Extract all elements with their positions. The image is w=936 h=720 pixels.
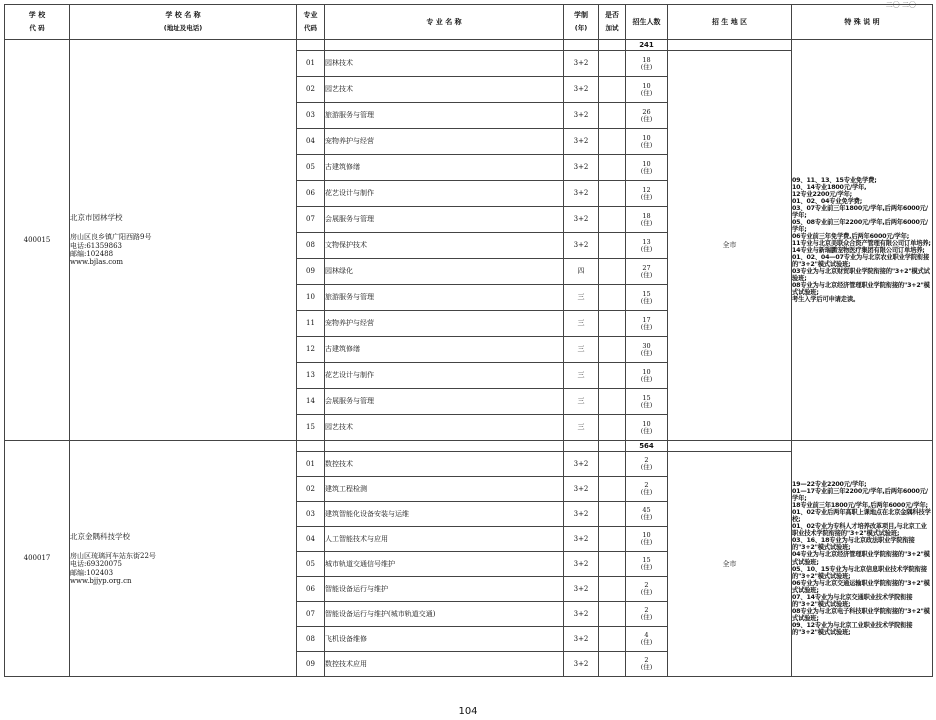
school-info [70,40,297,441]
school-info [70,441,297,677]
major-code: 13 [297,363,325,389]
major-duration: 3+2 [564,527,599,552]
major-name: 旅游服务与管理 [325,103,564,129]
major-count: 45 (住) [626,502,668,527]
major-count: 2 (住) [626,577,668,602]
empty-cell [668,40,792,51]
major-code: 02 [297,77,325,103]
major-name: 数控技术 [325,452,564,477]
extra-test-cell [599,389,626,415]
school-code: 400017 [5,441,70,677]
school-postcode: 邮编:102403 [70,568,114,577]
major-duration: 3+2 [564,477,599,502]
major-count: 30 (住) [626,337,668,363]
major-name: 园艺技术 [325,77,564,103]
major-count: 2 (住) [626,477,668,502]
major-duration: 3+2 [564,552,599,577]
header-region: 招 生 地 区 [668,5,792,40]
major-count: 18 (住) [626,51,668,77]
empty-cell [599,441,626,452]
extra-test-cell [599,51,626,77]
extra-test-cell [599,285,626,311]
extra-test-cell [599,337,626,363]
extra-test-cell [599,311,626,337]
extra-test-cell [599,452,626,477]
extra-test-cell [599,363,626,389]
major-name: 文物保护技术 [325,233,564,259]
major-code: 03 [297,103,325,129]
school-name: 北京市园林学校 [70,213,123,223]
major-code: 04 [297,527,325,552]
major-name: 会展服务与管理 [325,207,564,233]
school-summary-row [5,441,933,452]
major-name: 古建筑修缮 [325,337,564,363]
major-name: 建筑工程检测 [325,477,564,502]
major-count: 26 (住) [626,103,668,129]
major-code: 08 [297,233,325,259]
extra-test-cell [599,577,626,602]
major-count: 27 (住) [626,259,668,285]
major-name: 建筑智能化设备安装与运维 [325,502,564,527]
extra-test-cell [599,652,626,677]
header-school-name: 学 校 名 称 (地址及电话) [70,5,297,40]
major-count: 10 (住) [626,77,668,103]
school-summary-row [5,40,933,51]
header-extra-test: 是否 加试 [599,5,626,40]
major-duration: 三 [564,389,599,415]
major-count: 2 (住) [626,602,668,627]
major-duration: 三 [564,415,599,441]
major-duration: 3+2 [564,577,599,602]
major-count: 4 (住) [626,627,668,652]
corner-mark: 二〇 二〇 [885,1,916,9]
header-school-code: 学 校 代 码 [5,5,70,40]
major-name: 园艺技术 [325,415,564,441]
extra-test-cell [599,77,626,103]
major-count: 10 (住) [626,155,668,181]
extra-test-cell [599,602,626,627]
extra-test-cell [599,477,626,502]
major-code: 15 [297,415,325,441]
major-duration: 四 [564,259,599,285]
major-name: 飞机设备维修 [325,627,564,652]
major-duration: 三 [564,337,599,363]
major-duration: 3+2 [564,652,599,677]
school-region: 全市 [668,452,792,677]
major-count: 18 (住) [626,207,668,233]
major-duration: 3+2 [564,452,599,477]
extra-test-cell [599,527,626,552]
extra-test-cell [599,259,626,285]
major-duration: 3+2 [564,502,599,527]
major-code: 12 [297,337,325,363]
major-name: 宠物养护与经营 [325,311,564,337]
major-code: 01 [297,51,325,77]
extra-test-cell [599,155,626,181]
school-total: 564 [626,441,668,452]
school-website: www.bjjyp.org.cn [70,576,132,585]
major-count: 17 (住) [626,311,668,337]
major-code: 06 [297,181,325,207]
empty-cell [564,441,599,452]
major-code: 05 [297,552,325,577]
major-duration: 3+2 [564,103,599,129]
header-duration: 学制 (年) [564,5,599,40]
major-code: 05 [297,155,325,181]
major-name: 园林绿化 [325,259,564,285]
major-code: 11 [297,311,325,337]
major-code: 14 [297,389,325,415]
major-duration: 三 [564,285,599,311]
major-duration: 三 [564,311,599,337]
extra-test-cell [599,103,626,129]
school-postcode: 邮编:102488 [70,250,114,258]
extra-test-cell [599,502,626,527]
school-region: 全市 [668,51,792,441]
major-duration: 3+2 [564,181,599,207]
enrollment-table [4,4,933,677]
major-count: 10 (住) [626,527,668,552]
major-duration: 3+2 [564,627,599,652]
major-code: 02 [297,477,325,502]
major-name: 古建筑修缮 [325,155,564,181]
school-notes: 09、11、13、15专业免学费; 10、14专业1800元/学年, 12专业2200元/学年; 01、02、04专业免学费; 03、07专业前三年1800元/学年,后两年6000元/学年; 05、08专业前三年2200元/学年,后两年6000元/学年; 06专业前三年免学费,后两年6000元/学年; 11专业与北京美联众合资产管理有限公司订单培养; 14专业与新瑞鹏宠物医疗集团有限公司订单培养; 01、02、04—07专业为与北京农业职业学院衔接的"3+2"模式试验班; 03专业为与北京财贸职业学院衔接的"3+2"模式试验班; 08专业为与北京经济管理职业学院衔接的"3+2"模式试验班; 考生入学后可申请走读。 [792,40,933,441]
extra-test-cell [599,415,626,441]
major-code: 03 [297,502,325,527]
major-name: 花艺设计与制作 [325,363,564,389]
major-name: 城市轨道交通信号维护 [325,552,564,577]
school-phone: 电话:69320075 [70,560,122,569]
major-name: 旅游服务与管理 [325,285,564,311]
major-count: 2 (住) [626,452,668,477]
empty-cell [668,441,792,452]
major-duration: 3+2 [564,51,599,77]
school-total: 241 [626,40,668,51]
major-count: 12 (住) [626,181,668,207]
major-code: 07 [297,602,325,627]
major-code: 09 [297,259,325,285]
empty-cell [297,40,325,51]
major-duration: 3+2 [564,77,599,103]
empty-cell [564,40,599,51]
extra-test-cell [599,233,626,259]
major-code: 06 [297,577,325,602]
major-name: 数控技术应用 [325,652,564,677]
school-address: 房山区琉璃河车站东街22号 [70,551,156,560]
major-code: 09 [297,652,325,677]
extra-test-cell [599,207,626,233]
major-code: 08 [297,627,325,652]
header-major-code: 专业 代码 [297,5,325,40]
extra-test-cell [599,129,626,155]
header-major-name: 专 业 名 称 [325,5,564,40]
major-name: 花艺设计与制作 [325,181,564,207]
major-count: 15 (住) [626,389,668,415]
major-duration: 3+2 [564,207,599,233]
empty-cell [325,441,564,452]
empty-cell [325,40,564,51]
major-count: 10 (住) [626,363,668,389]
major-duration: 三 [564,363,599,389]
major-duration: 3+2 [564,602,599,627]
major-count: 15 (住) [626,552,668,577]
extra-test-cell [599,181,626,207]
major-code: 07 [297,207,325,233]
major-count: 10 (住) [626,129,668,155]
major-name: 智能设备运行与维护(城市轨道交通) [325,602,564,627]
empty-cell [599,40,626,51]
major-code: 04 [297,129,325,155]
major-name: 智能设备运行与维护 [325,577,564,602]
major-duration: 3+2 [564,233,599,259]
school-website: www.bjlas.com [70,258,124,267]
page-number: 104 [458,706,478,717]
major-count: 10 (住) [626,415,668,441]
school-notes: 19—22专业2200元/学年; 01—17专业前三年2200元/学年,后两年6000元/学年; 18专业前三年1800元/学年,后两年6000元/学年; 01、02专业后两年高职上课地点在北京金隅科技学校; 01、02专业为专科人才培养改革项目,与北京工业职业技术学院衔接的"3+2"模式试验班; 03、16、18专业为与北京政法职业学院衔接的"3+2"模式试验班; 04专业为与北京经济管理职业学院衔接的"3+2"模式试验班; 05、10、15专业为与北京信息职业技术学院衔接的"3+2"模式试验班; 06专业为与北京交通运输职业学院衔接的"3+2"模式试验班; 07、14专业为与北京交通职业技术学院衔接的"3+2"模式试验班; 08专业为与北京电子科技职业学院衔接的"3+2"模式试验班; 09、12专业为与北京工业职业技术学院衔接的"3+2"模式试验班; [792,441,933,677]
major-duration: 3+2 [564,155,599,181]
major-name: 会展服务与管理 [325,389,564,415]
major-count: 13 (住) [626,233,668,259]
header-enroll: 招生人数 [626,5,668,40]
extra-test-cell [599,627,626,652]
extra-test-cell [599,552,626,577]
major-duration: 3+2 [564,129,599,155]
major-name: 宠物养护与经营 [325,129,564,155]
school-code: 400015 [5,40,70,441]
school-phone: 电话:61359863 [70,241,122,250]
header-notes: 特 殊 说 明 [792,5,933,40]
major-count: 2 (住) [626,652,668,677]
empty-cell [297,441,325,452]
major-count: 15 (住) [626,285,668,311]
major-name: 园林技术 [325,51,564,77]
major-name: 人工智能技术与应用 [325,527,564,552]
school-name: 北京金隅科技学校 [70,531,130,541]
major-code: 01 [297,452,325,477]
major-code: 10 [297,285,325,311]
school-address: 房山区良乡镇广阳西路9号 [70,233,152,242]
header-row [5,5,933,40]
